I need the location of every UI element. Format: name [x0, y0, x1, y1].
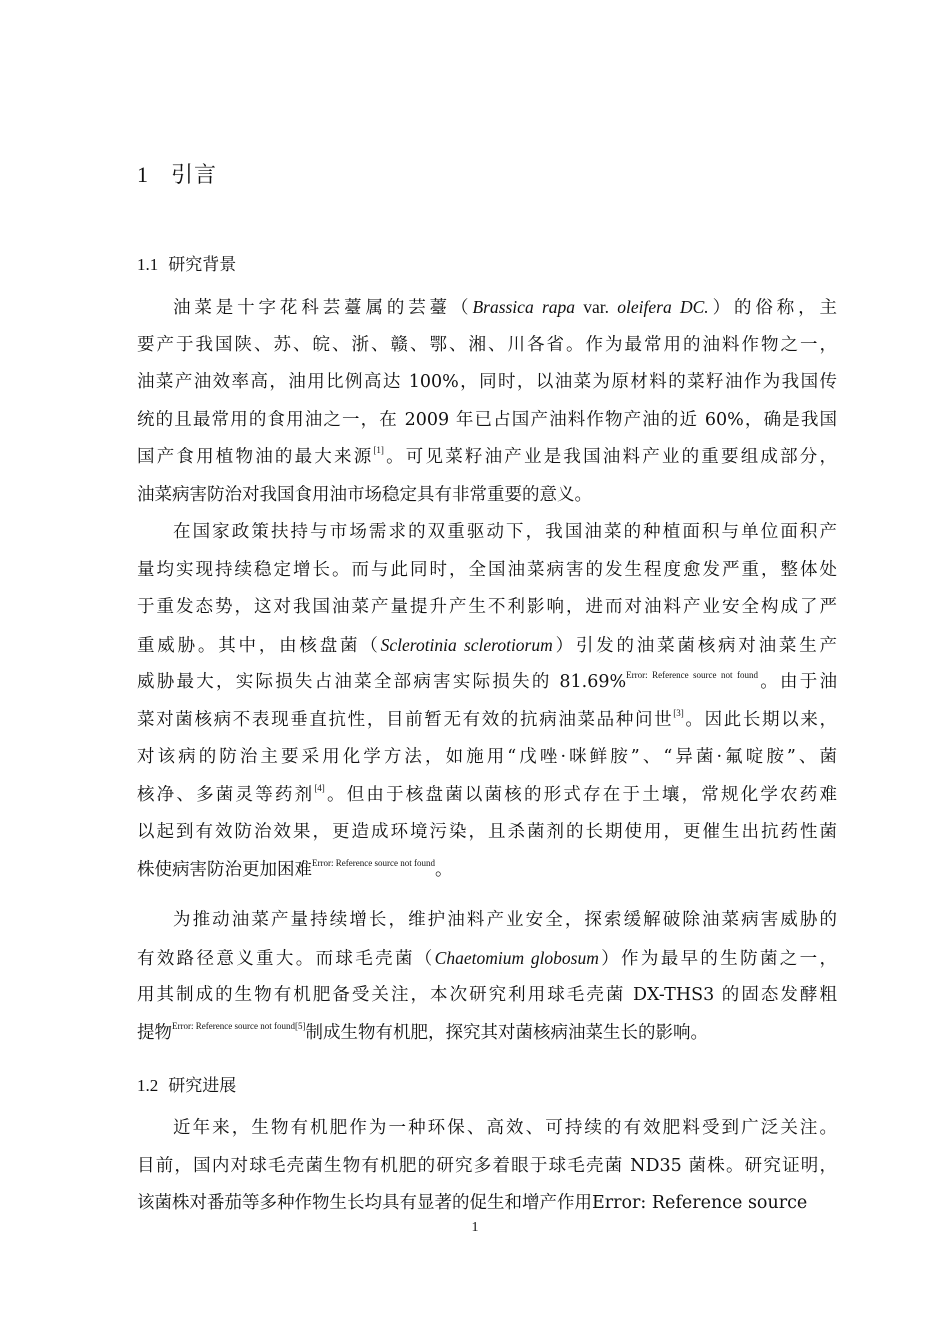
species-name: Sclerotinia sclerotiorum	[380, 634, 553, 655]
section-title: 研究背景	[168, 255, 237, 275]
section-heading-1-1	[137, 250, 236, 275]
citation-ref: [4]	[314, 782, 325, 793]
citation-ref: [3]	[673, 707, 684, 718]
section-number: 1.2	[137, 1076, 159, 1095]
chapter-number: 1	[137, 162, 149, 187]
text-line: 提物$^{Error: Reference source not found[5]}$制成生物有机肥，探究其对菌核病油菜生长的影响。	[137, 1020, 708, 1043]
text-line: 菜对菌核病不表现垂直抗性，目前暂无有效的抗病油菜品种问世[3]。因此长期以来，	[137, 707, 838, 730]
text-line: 有效路径意义重大。而球毛壳菌（Chaetomium globosum）作为最早的生防菌之一，	[137, 947, 837, 969]
text-line: 油菜病害防治对我国食用油市场稳定具有非常重要的意义。	[137, 484, 592, 505]
text-line: 目前，国内对球毛壳菌生物有机肥的研究多着眼于球毛壳菌 ND35 菌株。研究证明，	[137, 1155, 837, 1176]
text-line: 在国家政策扶持与市场需求的双重驱动下，我国油菜的种植面积与单位面积产	[173, 522, 837, 542]
citation-ref: Error: Reference source not found	[312, 857, 435, 868]
text-line: 对该病的防治主要采用化学方法，如施用“戊唑·咪鲜胺”、“异菌·氟啶胺”、菌	[137, 747, 837, 767]
paragraph-background-3	[137, 902, 837, 1052]
paragraph-background-2	[137, 514, 837, 889]
section-number: 1.1	[137, 255, 159, 274]
species-name: Chaetomium globosum	[434, 947, 599, 968]
text-line: 量均实现持续稳定增长。而与此同时，全国油菜病害的发生程度愈发严重，整体处	[137, 559, 837, 580]
citation-ref: [1]	[373, 445, 384, 455]
paragraph-background-1	[137, 289, 837, 514]
species-name: Brassica rapa	[472, 297, 576, 317]
text-line: 为推动油菜产量持续增长，维护油料产业安全，探索缓解破除油菜病害威胁的	[173, 910, 837, 930]
text-line: 于重发态势，这对我国油菜产量提升产生不利影响，进而对油料产业安全构成了严	[137, 597, 837, 617]
paragraph-progress-1	[137, 1110, 837, 1223]
section-heading-1-2	[137, 1071, 236, 1096]
chapter-heading	[137, 158, 217, 189]
text-line: 株使病害防治更加困难$^{Error: Reference source not found}$。	[137, 857, 453, 880]
text-line: 以起到有效防治效果，更造成环境污染，且杀菌剂的长期使用，更催生出抗药性菌	[137, 822, 837, 842]
text-line: 近年来，生物有机肥作为一种环保、高效、可持续的有效肥料受到广泛关注。	[173, 1118, 837, 1138]
chapter-title: 引言	[171, 163, 218, 188]
text-line: 油菜是十字花科芸薹属的芸薹（Brassica rapa var. oleifera DC.）的俗称，主	[173, 297, 838, 318]
text-line: 该菌株对番茄等多种作物生长均具有显著的促生和增产作用Error: Reference source	[137, 1193, 808, 1213]
text-line: 统的且最常用的食用油之一，在 2009 年已占国产油料作物产油的近 60%，确是我国	[137, 409, 837, 430]
text-line: 油菜产油效率高，油用比例高达 100%，同时，以油菜为原材料的菜籽油作为我国传	[137, 372, 837, 392]
text-line: 重威胁。其中，由核盘菌（Sclerotinia sclerotiorum）引发的油菜菌核病对油菜生产	[137, 634, 838, 656]
page-number: 1	[471, 1220, 479, 1235]
variety-name: oleifera DC.	[617, 297, 709, 317]
citation-ref: Error: Reference source not found[5]	[172, 1020, 306, 1031]
citation-ref: Error: Reference source not found	[626, 670, 759, 680]
text-line: 核净、多菌灵等药剂[4]。但由于核盘菌以菌核的形式存在于土壤，常规化学农药难	[137, 782, 838, 805]
text-line: 要产于我国陕、苏、皖、浙、赣、鄂、湘、川各省。作为最常用的油料作物之一，	[137, 334, 837, 355]
text-line: 威胁最大，实际损失占油菜全部病害实际损失的 81.69%$^{Error: Reference source not found}$。由于油	[137, 670, 837, 692]
section-title: 研究进展	[168, 1076, 237, 1096]
text-line: 用其制成的生物有机肥备受关注，本次研究利用球毛壳菌 DX-THS3 的固态发酵粗	[137, 985, 837, 1005]
text-line: 国产食用植物油的最大来源[1]。可见菜籽油产业是我国油料产业的重要组成部分，	[137, 445, 838, 467]
